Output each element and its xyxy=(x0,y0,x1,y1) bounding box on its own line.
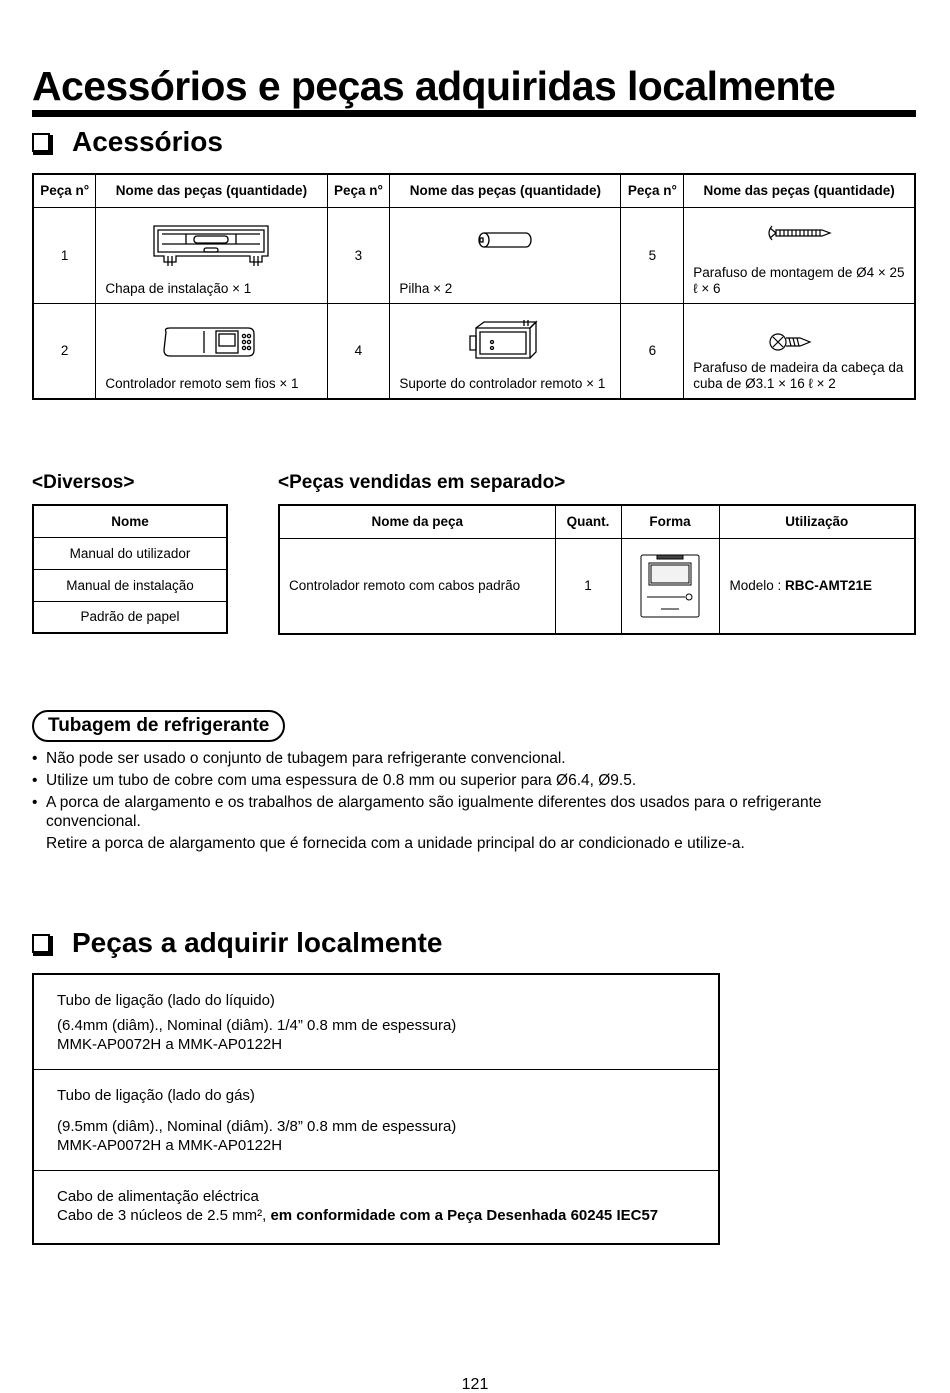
gas-title: Tubo de ligação (lado do gás) xyxy=(57,1087,255,1104)
section-local-parts-heading xyxy=(32,926,442,960)
tubagem-note: Retire a porca de alargamento que é fornecida com a unidade principal do ar condicionado e utilize-a. xyxy=(46,835,745,852)
diversos-header: Nome xyxy=(33,505,227,537)
part-cell xyxy=(96,303,327,399)
gas-models: MMK-AP0072H a MMK-AP0122H xyxy=(57,1137,283,1154)
wood-screw-icon xyxy=(734,328,864,358)
part-name: Controlador remoto sem fios × 1 xyxy=(105,376,299,391)
page-title: Acessórios e peças adquiridas localmente xyxy=(32,63,836,109)
part-name: Parafuso de montagem de Ø4 × 25 ℓ × 6 xyxy=(693,264,905,296)
header-part-no: Peça n° xyxy=(621,174,684,207)
table-row xyxy=(33,207,915,303)
wireless-remote-icon xyxy=(146,324,276,364)
header-qty: Quant. xyxy=(555,505,621,538)
part-cell xyxy=(390,303,621,399)
header-part-no: Peça n° xyxy=(33,174,96,207)
tubagem-heading: Tubagem de refrigerante xyxy=(32,710,285,742)
remote-holder-icon xyxy=(440,318,570,362)
installation-plate-icon xyxy=(146,222,276,272)
part-name: Pilha × 2 xyxy=(399,280,453,296)
header-part-name: Nome das peças (quantidade) xyxy=(684,174,915,207)
local-parts-box xyxy=(32,973,720,1245)
table-row xyxy=(33,303,915,399)
part-number: 3 xyxy=(327,207,390,303)
separado-usage xyxy=(719,538,915,634)
usage-prefix: Modelo : xyxy=(729,578,786,594)
part-cell xyxy=(684,207,915,303)
list-item: • Não pode ser usado o conjunto de tubagem para refrigerante convencional. xyxy=(32,749,916,768)
part-cell xyxy=(390,207,621,303)
power-spec xyxy=(57,1206,698,1225)
checkbox-square-icon xyxy=(32,934,50,953)
title-rule xyxy=(32,110,916,117)
separado-shape-cell xyxy=(621,538,719,634)
header-part-name: Nome das peças (quantidade) xyxy=(390,174,621,207)
section-accessories-heading xyxy=(32,125,223,159)
part-cell xyxy=(684,303,915,399)
gas-spec: (9.5mm (diâm)., Nominal (diâm). 3/8” 0.8 mm de espessura) xyxy=(57,1118,457,1135)
page-number: 121 xyxy=(461,1376,489,1393)
local-liquid-pipe xyxy=(34,975,718,1070)
part-number: 4 xyxy=(327,303,390,399)
battery-icon xyxy=(440,222,570,272)
liquid-title: Tubo de ligação (lado do líquido) xyxy=(57,992,275,1009)
liquid-models: MMK-AP0072H a MMK-AP0122H xyxy=(57,1036,283,1053)
usage-model: RBC-AMT21E xyxy=(785,578,873,594)
table-row xyxy=(279,538,915,634)
local-gas-pipe xyxy=(34,1070,718,1171)
table-row: Manual de instalação xyxy=(33,569,227,601)
header-part-name: Nome das peças (quantidade) xyxy=(96,174,327,207)
tubagem-bullet-list xyxy=(32,749,916,853)
list-item: • Utilize um tubo de cobre com uma espessura de 0.8 mm ou superior para Ø6.4, Ø9.5. xyxy=(32,771,916,790)
wired-remote-icon xyxy=(637,553,703,619)
part-name: Suporte do controlador remoto × 1 xyxy=(399,376,606,391)
power-spec-text: Cabo de 3 núcleos de 2.5 mm², xyxy=(57,1207,271,1224)
header-shape: Forma xyxy=(621,505,719,538)
liquid-spec: (6.4mm (diâm)., Nominal (diâm). 1/4” 0.8 mm de espessura) xyxy=(57,1017,457,1034)
diversos-table xyxy=(32,504,228,634)
header-usage: Utilização xyxy=(719,505,915,538)
separado-part-name: Controlador remoto com cabos padrão xyxy=(279,538,555,634)
part-number: 5 xyxy=(621,207,684,303)
power-title: Cabo de alimentação eléctrica xyxy=(57,1188,259,1205)
list-item: • A porca de alargamento e os trabalhos de alargamento são igualmente diferentes dos usados para o refrigerante convencional. xyxy=(32,793,916,831)
accessories-header-row xyxy=(33,174,915,207)
part-name: Parafuso de madeira da cabeça da cuba de Ø3.1 × 16 ℓ × 2 xyxy=(693,360,904,391)
power-spec-bold: em conformidade com a Peça Desenhada 60245 IEC57 xyxy=(270,1207,659,1224)
part-number: 6 xyxy=(621,303,684,399)
part-name: Chapa de instalação × 1 xyxy=(105,280,252,296)
table-row: Manual do utilizador xyxy=(33,537,227,569)
header-part-name: Nome da peça xyxy=(279,505,555,538)
part-cell xyxy=(96,207,327,303)
table-row: Padrão de papel xyxy=(33,601,227,633)
checkbox-square-icon xyxy=(32,133,50,152)
section-local-parts-title: Peças a adquirir localmente xyxy=(72,927,443,958)
accessories-table xyxy=(32,173,916,400)
separado-header-row xyxy=(279,505,915,538)
separado-qty: 1 xyxy=(555,538,621,634)
mounting-screw-icon xyxy=(734,222,864,252)
local-power-cable xyxy=(34,1171,718,1243)
part-number: 2 xyxy=(33,303,96,399)
separado-table xyxy=(278,504,916,635)
section-accessories-title: Acessórios xyxy=(72,126,223,157)
part-number: 1 xyxy=(33,207,96,303)
separado-heading: <Peças vendidas em separado> xyxy=(278,472,566,493)
diversos-heading: <Diversos> xyxy=(32,472,135,493)
header-part-no: Peça n° xyxy=(327,174,390,207)
